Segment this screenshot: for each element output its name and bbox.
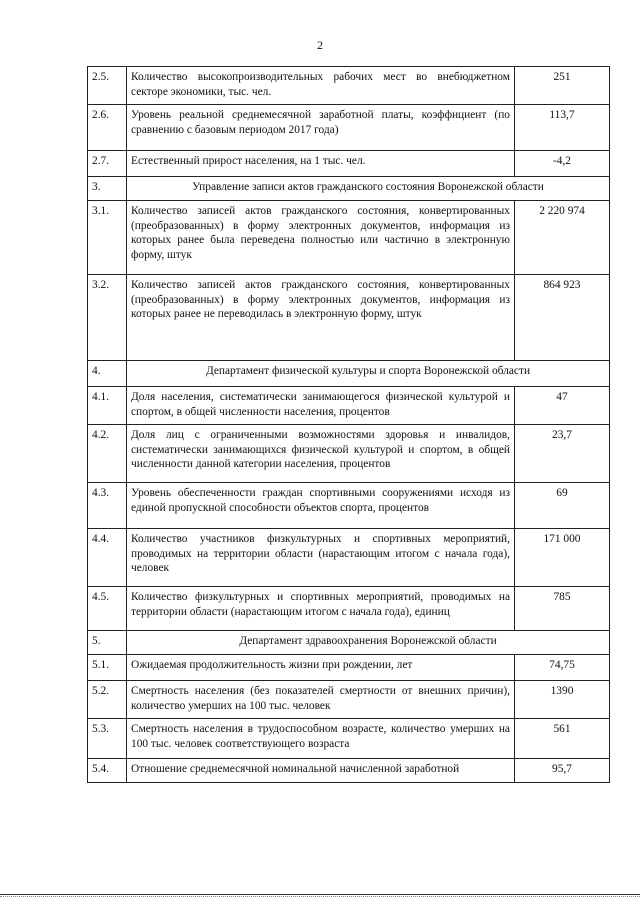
row-number: 4.1. bbox=[88, 387, 127, 425]
table-row bbox=[88, 151, 610, 177]
row-number: 3.1. bbox=[88, 201, 127, 275]
indicator-description: Смертность населения в трудоспособном возрасте, количество умерших на 100 тыс. человек соответствующего возраста bbox=[127, 719, 515, 759]
row-number: 4.3. bbox=[88, 483, 127, 529]
row-number: 3. bbox=[88, 177, 127, 201]
indicator-value: 864 923 bbox=[515, 275, 610, 361]
indicator-description: Уровень реальной среднемесячной заработной платы, коэффициент (по сравнению с базовым периодом 2017 года) bbox=[127, 105, 515, 151]
section-row bbox=[88, 631, 610, 655]
indicator-description: Отношение среднемесячной номинальной начисленной заработной bbox=[127, 759, 515, 783]
table-row bbox=[88, 387, 610, 425]
section-row bbox=[88, 361, 610, 387]
row-number: 4. bbox=[88, 361, 127, 387]
bottom-dotted-line bbox=[0, 896, 640, 898]
row-number: 3.2. bbox=[88, 275, 127, 361]
indicator-description: Количество записей актов гражданского состояния, конвертированных (преобразованных) в форму электронных документов, информация из которых ранее была переведена полностью или частично в электронную форму, штук bbox=[127, 201, 515, 275]
table-row bbox=[88, 681, 610, 719]
indicator-value: 785 bbox=[515, 587, 610, 631]
table-row bbox=[88, 105, 610, 151]
indicator-description: Количество высокопроизводительных рабочих мест во внебюджетном секторе экономики, тыс. чел. bbox=[127, 67, 515, 105]
indicator-value: 23,7 bbox=[515, 425, 610, 483]
row-number: 5.3. bbox=[88, 719, 127, 759]
table-row bbox=[88, 529, 610, 587]
table-row bbox=[88, 201, 610, 275]
table-row bbox=[88, 655, 610, 681]
table-row bbox=[88, 483, 610, 529]
section-title: Управление записи актов гражданского состояния Воронежской области bbox=[127, 177, 610, 201]
row-number: 4.4. bbox=[88, 529, 127, 587]
indicator-description: Количество участников физкультурных и спортивных мероприятий, проводимых на территории области (нарастающим итогом с начала года), человек bbox=[127, 529, 515, 587]
row-number: 5. bbox=[88, 631, 127, 655]
indicators-table bbox=[87, 66, 610, 783]
row-number: 2.6. bbox=[88, 105, 127, 151]
section-title: Департамент здравоохранения Воронежской области bbox=[127, 631, 610, 655]
bottom-rule bbox=[0, 894, 640, 895]
indicator-description: Количество физкультурных и спортивных мероприятий, проводимых на территории области (нарастающим итогом с начала года), единиц bbox=[127, 587, 515, 631]
indicator-value: 251 bbox=[515, 67, 610, 105]
indicator-description: Доля лиц с ограниченными возможностями здоровья и инвалидов, систематически занимающихся физической культурой и спортом, в общей численности данной категории населения, процентов bbox=[127, 425, 515, 483]
row-number: 2.5. bbox=[88, 67, 127, 105]
indicator-value: 561 bbox=[515, 719, 610, 759]
indicator-value: 1390 bbox=[515, 681, 610, 719]
indicator-description: Количество записей актов гражданского состояния, конвертированных (преобразованных) в форму электронных документов, информация из которых ранее не переводилась в электронную форму, штук bbox=[127, 275, 515, 361]
indicator-description: Доля населения, систематически занимающегося физической культурой и спортом, в общей численности населения, процентов bbox=[127, 387, 515, 425]
indicator-value: 95,7 bbox=[515, 759, 610, 783]
row-number: 5.4. bbox=[88, 759, 127, 783]
indicator-description: Уровень обеспеченности граждан спортивными сооружениями исходя из единой пропускной способности объектов спорта, процентов bbox=[127, 483, 515, 529]
indicators-table-body bbox=[88, 67, 610, 783]
indicator-description: Ожидаемая продолжительность жизни при рождении, лет bbox=[127, 655, 515, 681]
indicator-value: 171 000 bbox=[515, 529, 610, 587]
row-number: 5.1. bbox=[88, 655, 127, 681]
indicator-value: -4,2 bbox=[515, 151, 610, 177]
row-number: 4.2. bbox=[88, 425, 127, 483]
indicator-value: 2 220 974 bbox=[515, 201, 610, 275]
indicator-value: 47 bbox=[515, 387, 610, 425]
table-row bbox=[88, 759, 610, 783]
indicator-description: Естественный прирост населения, на 1 тыс. чел. bbox=[127, 151, 515, 177]
table-row bbox=[88, 587, 610, 631]
row-number: 5.2. bbox=[88, 681, 127, 719]
section-title: Департамент физической культуры и спорта Воронежской области bbox=[127, 361, 610, 387]
section-row bbox=[88, 177, 610, 201]
row-number: 4.5. bbox=[88, 587, 127, 631]
indicator-value: 113,7 bbox=[515, 105, 610, 151]
indicator-value: 69 bbox=[515, 483, 610, 529]
table-row bbox=[88, 425, 610, 483]
table-row bbox=[88, 719, 610, 759]
table-row bbox=[88, 275, 610, 361]
page-number: 2 bbox=[317, 38, 323, 52]
table-row bbox=[88, 67, 610, 105]
row-number: 2.7. bbox=[88, 151, 127, 177]
indicator-description: Смертность населения (без показателей смертности от внешних причин), количество умерших на 100 тыс. человек bbox=[127, 681, 515, 719]
indicator-value: 74,75 bbox=[515, 655, 610, 681]
